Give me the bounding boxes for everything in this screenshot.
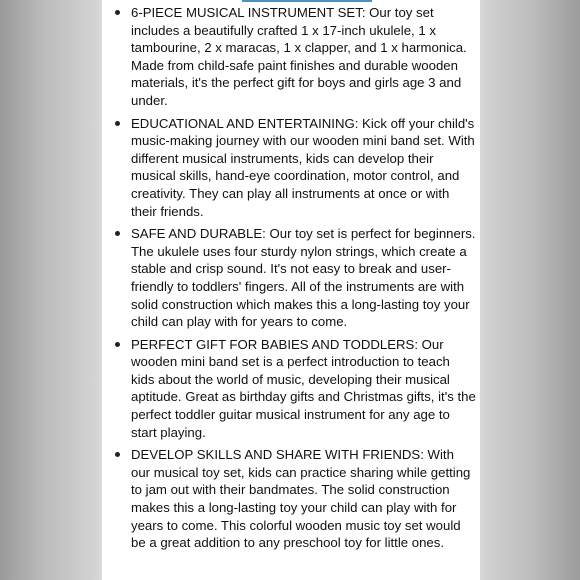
bullet-dot-icon <box>115 452 120 457</box>
feature-bullet-text: SAFE AND DURABLE: Our toy set is perfect for beginners. The ukulele uses four sturdy nylon strings, which create a stable and crisp sound. It's not easy to break and user-friendly to toddlers' fingers. All of the instruments are with solid construction which makes this a long-lasting toy your child can play with for years to come. <box>131 226 476 330</box>
feature-bullet-text: EDUCATIONAL AND ENTERTAINING: Kick off your child's music-making journey with our wooden mini band set. With different musical instruments, kids can develop their musical skills, hand-eye coordination, motor control, and creativity. They can play all instruments at once or with their friends. <box>131 115 475 219</box>
feature-bullet-text: PERFECT GIFT FOR BABIES AND TODDLERS: Our wooden mini band set is a perfect introduction to teach kids about the world of music, developing their musical aptitude. Great as birthday gifts and Christmas gifts, it's the perfect toddler guitar musical instrument for any age to start playing. <box>131 336 476 440</box>
bullet-dot-icon <box>115 121 120 126</box>
feature-bullet-text: DEVELOP SKILLS AND SHARE WITH FRIENDS: With our musical toy set, kids can practice sharing while getting to jam out with their bandmates. The solid construction makes this a long-lasting toy your child can play with for years to come. This colorful wooden music toy set would be a great addition to any preschool toy for little ones. <box>131 447 471 551</box>
feature-bullet-educational <box>112 115 476 221</box>
bullet-dot-icon <box>115 231 120 236</box>
product-description-panel <box>102 0 480 580</box>
feature-bullet-perfect-gift <box>112 336 476 442</box>
feature-bullet-safe-durable <box>112 225 476 331</box>
feature-bullet-list <box>112 4 476 557</box>
feature-bullet-instrument-set <box>112 4 476 110</box>
bullet-dot-icon <box>115 10 120 15</box>
feature-bullet-develop-skills <box>112 446 476 552</box>
bullet-dot-icon <box>115 342 120 347</box>
feature-bullet-text: 6-PIECE MUSICAL INSTRUMENT SET: Our toy set includes a beautifully crafted 1 x 17-inch ukulele, 1 x tambourine, 2 x maracas, 1 x clapper, and 1 x harmonica. Made from child-safe paint finishes and durable wooden materials, it's the perfect gift for boys and girls age 3 and under. <box>131 5 467 108</box>
top-accent-rule <box>242 0 372 2</box>
